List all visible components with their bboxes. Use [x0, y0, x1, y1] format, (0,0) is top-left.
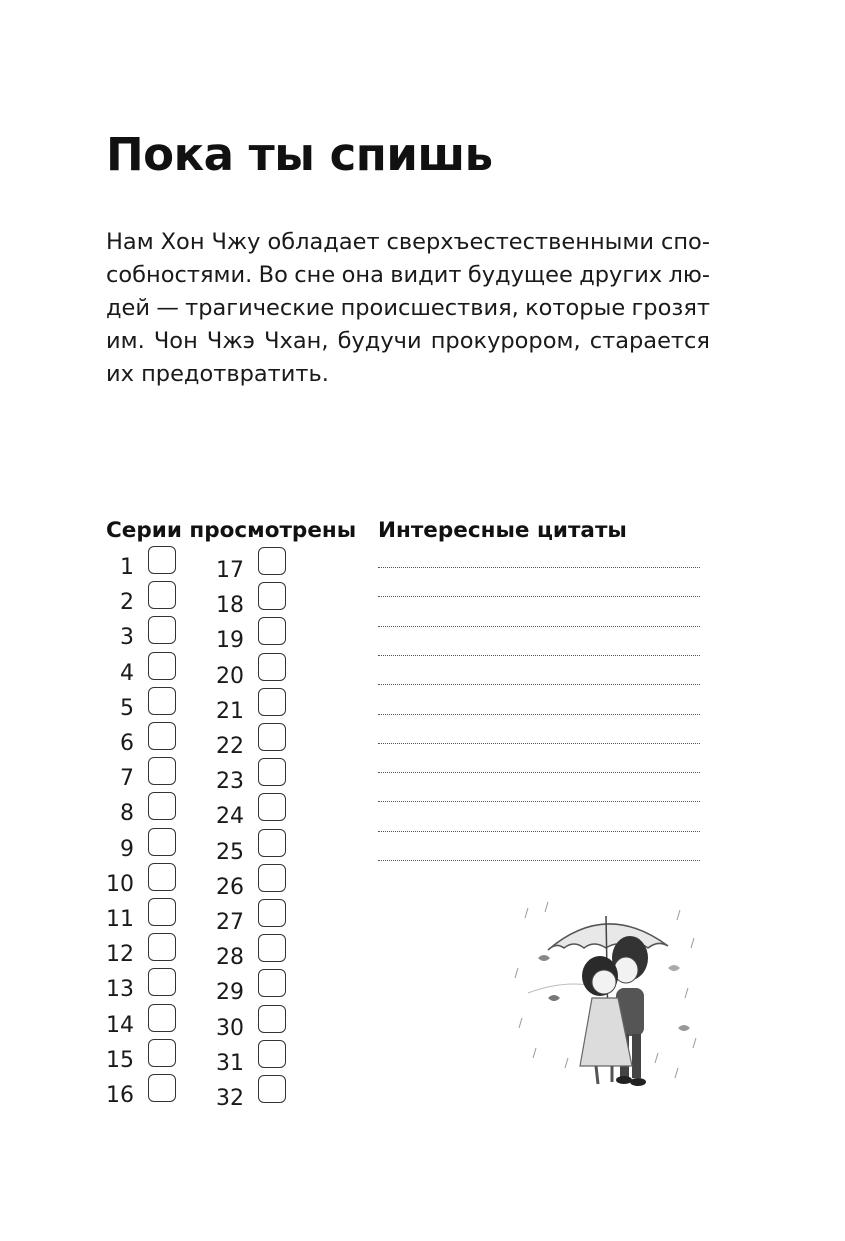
description-word: она: [341, 262, 384, 288]
description-line: [106, 226, 710, 259]
description-line: [106, 292, 710, 325]
quote-line[interactable]: [378, 714, 700, 715]
episode-number: 5: [120, 695, 134, 721]
episode-checkbox[interactable]: [258, 547, 286, 575]
episode-checkbox[interactable]: [258, 653, 286, 681]
episode-item: [104, 832, 134, 862]
couple-umbrella-illustration: [508, 898, 704, 1098]
episode-item: [214, 870, 244, 900]
episode-number: 21: [216, 698, 244, 724]
episode-item: [104, 1078, 134, 1108]
description-word: им.: [106, 328, 145, 354]
episode-number: 6: [120, 731, 134, 756]
episode-item: [104, 585, 134, 615]
episode-item: [104, 867, 134, 897]
description-word: сверхъестественными: [386, 229, 655, 255]
episode-checkbox[interactable]: [258, 1075, 286, 1103]
episode-number: 3: [120, 625, 134, 651]
description-word: спо-: [660, 229, 710, 255]
episode-number: 8: [120, 801, 134, 827]
quote-line[interactable]: [378, 743, 700, 744]
episode-checkbox[interactable]: [258, 864, 286, 892]
episode-number: 29: [216, 980, 244, 1006]
episode-item: [104, 937, 134, 967]
episode-item: [104, 550, 134, 580]
description-word: сне: [294, 262, 336, 288]
description-word: Чон: [153, 328, 198, 354]
episode-checkbox[interactable]: [148, 968, 176, 996]
description-word: которые: [525, 295, 626, 321]
description-word: видит: [390, 262, 462, 288]
episode-number: 32: [216, 1086, 244, 1111]
episode-checkbox[interactable]: [258, 1040, 286, 1068]
episode-number: 30: [216, 1015, 244, 1041]
episode-item: [104, 1043, 134, 1073]
episode-number: 17: [216, 558, 244, 583]
episode-number: 1: [120, 555, 134, 580]
episode-item: [104, 1008, 134, 1038]
description-word: дей: [106, 295, 151, 321]
description-word: старается: [589, 328, 710, 354]
description-line: [106, 325, 710, 358]
episode-number: 15: [106, 1047, 134, 1073]
episode-number: 18: [216, 593, 244, 619]
episode-item: [214, 1046, 244, 1076]
episode-number: 25: [216, 839, 244, 865]
episode-number: 20: [216, 663, 244, 689]
episode-checkbox[interactable]: [148, 933, 176, 961]
description-word: Чжу: [211, 229, 261, 255]
episode-checkbox[interactable]: [148, 687, 176, 715]
episode-checkbox[interactable]: [148, 757, 176, 785]
quotes-header: Интересные цитаты: [378, 518, 627, 543]
description-word: Чжэ: [206, 328, 255, 354]
episode-item: [104, 761, 134, 791]
episode-checkbox[interactable]: [258, 829, 286, 857]
episode-number: 13: [106, 977, 134, 1003]
episode-checkbox[interactable]: [148, 1004, 176, 1032]
episode-checkbox[interactable]: [258, 1005, 286, 1033]
episode-number: 12: [106, 942, 134, 968]
episode-checkbox[interactable]: [148, 792, 176, 820]
episode-checkbox[interactable]: [258, 934, 286, 962]
quote-line[interactable]: [378, 596, 700, 597]
episode-checkbox[interactable]: [148, 652, 176, 680]
episode-item: [214, 1011, 244, 1041]
episode-checkbox[interactable]: [258, 617, 286, 645]
episode-number: 28: [216, 945, 244, 971]
episode-number: 16: [106, 1083, 134, 1108]
episode-number: 24: [216, 804, 244, 830]
episode-item: [214, 835, 244, 865]
description-word: —: [156, 295, 179, 321]
description: [106, 226, 710, 391]
episode-checkbox[interactable]: [258, 723, 286, 751]
episode-item: [104, 902, 134, 932]
quote-line[interactable]: [378, 860, 700, 861]
quote-line[interactable]: [378, 801, 700, 802]
episode-number: 27: [216, 910, 244, 935]
episode-checkbox[interactable]: [148, 828, 176, 856]
episode-item: [104, 726, 134, 756]
episode-item: [214, 764, 244, 794]
episode-item: [214, 905, 244, 935]
description-word: прокурором,: [430, 328, 581, 354]
episode-checkbox[interactable]: [258, 758, 286, 786]
quote-line[interactable]: [378, 772, 700, 773]
episode-checkbox[interactable]: [148, 546, 176, 574]
episode-number: 7: [120, 766, 134, 792]
episode-checkbox[interactable]: [148, 863, 176, 891]
quote-line[interactable]: [378, 831, 700, 832]
episode-number: 2: [120, 590, 134, 616]
quote-line[interactable]: [378, 567, 700, 568]
episode-checkbox[interactable]: [148, 616, 176, 644]
episode-checkbox[interactable]: [258, 793, 286, 821]
episode-checkbox[interactable]: [148, 1074, 176, 1102]
description-word: лю-: [668, 262, 710, 288]
episode-item: [104, 796, 134, 826]
description-word: обладает: [267, 229, 380, 255]
description-word: грозят: [631, 295, 710, 321]
episode-item: [214, 694, 244, 724]
episode-checkbox[interactable]: [258, 688, 286, 716]
episode-item: [214, 799, 244, 829]
episode-item: [214, 659, 244, 689]
description-word: Во: [258, 262, 288, 288]
episode-number: 9: [120, 836, 134, 862]
episode-checkbox[interactable]: [148, 581, 176, 609]
episode-number: 23: [216, 769, 244, 795]
description-word: происшествия,: [340, 295, 519, 321]
episode-checkbox[interactable]: [258, 582, 286, 610]
description-word: будучи: [337, 328, 422, 354]
page-title: Пока ты спишь: [106, 128, 493, 181]
description-line: их предотвратить.: [106, 361, 329, 387]
episode-number: 14: [106, 1012, 134, 1038]
episode-item: [214, 623, 244, 653]
episode-checkbox[interactable]: [148, 1039, 176, 1067]
episode-item: [214, 729, 244, 759]
episode-checkbox[interactable]: [148, 898, 176, 926]
episode-item: [214, 553, 244, 583]
episode-item: [104, 620, 134, 650]
episode-number: 22: [216, 734, 244, 759]
description-word: будущее: [467, 262, 573, 288]
episode-number: 19: [216, 628, 244, 654]
description-word: Нам: [106, 229, 154, 255]
description-word: Чхан,: [264, 328, 329, 354]
episode-item: [214, 975, 244, 1005]
quote-line[interactable]: [378, 684, 700, 685]
episode-number: 10: [106, 871, 134, 897]
episode-item: [214, 1081, 244, 1111]
episode-checkbox[interactable]: [258, 899, 286, 927]
quote-line[interactable]: [378, 626, 700, 627]
description-word: других: [579, 262, 663, 288]
description-word: Хон: [160, 229, 205, 255]
episode-item: [104, 656, 134, 686]
episodes-header: Серии просмотрены: [106, 518, 357, 543]
episode-number: 31: [216, 1050, 244, 1076]
episode-item: [104, 972, 134, 1002]
episode-item: [214, 588, 244, 618]
episode-checkbox[interactable]: [148, 722, 176, 750]
description-word: трагические: [185, 295, 335, 321]
episode-number: 26: [216, 874, 244, 900]
episode-number: 11: [106, 907, 134, 932]
description-line: [106, 259, 710, 292]
episode-item: [214, 940, 244, 970]
description-word: собностями.: [106, 262, 253, 288]
quote-line[interactable]: [378, 655, 700, 656]
episode-number: 4: [120, 660, 134, 686]
episode-item: [104, 691, 134, 721]
episode-checkbox[interactable]: [258, 969, 286, 997]
